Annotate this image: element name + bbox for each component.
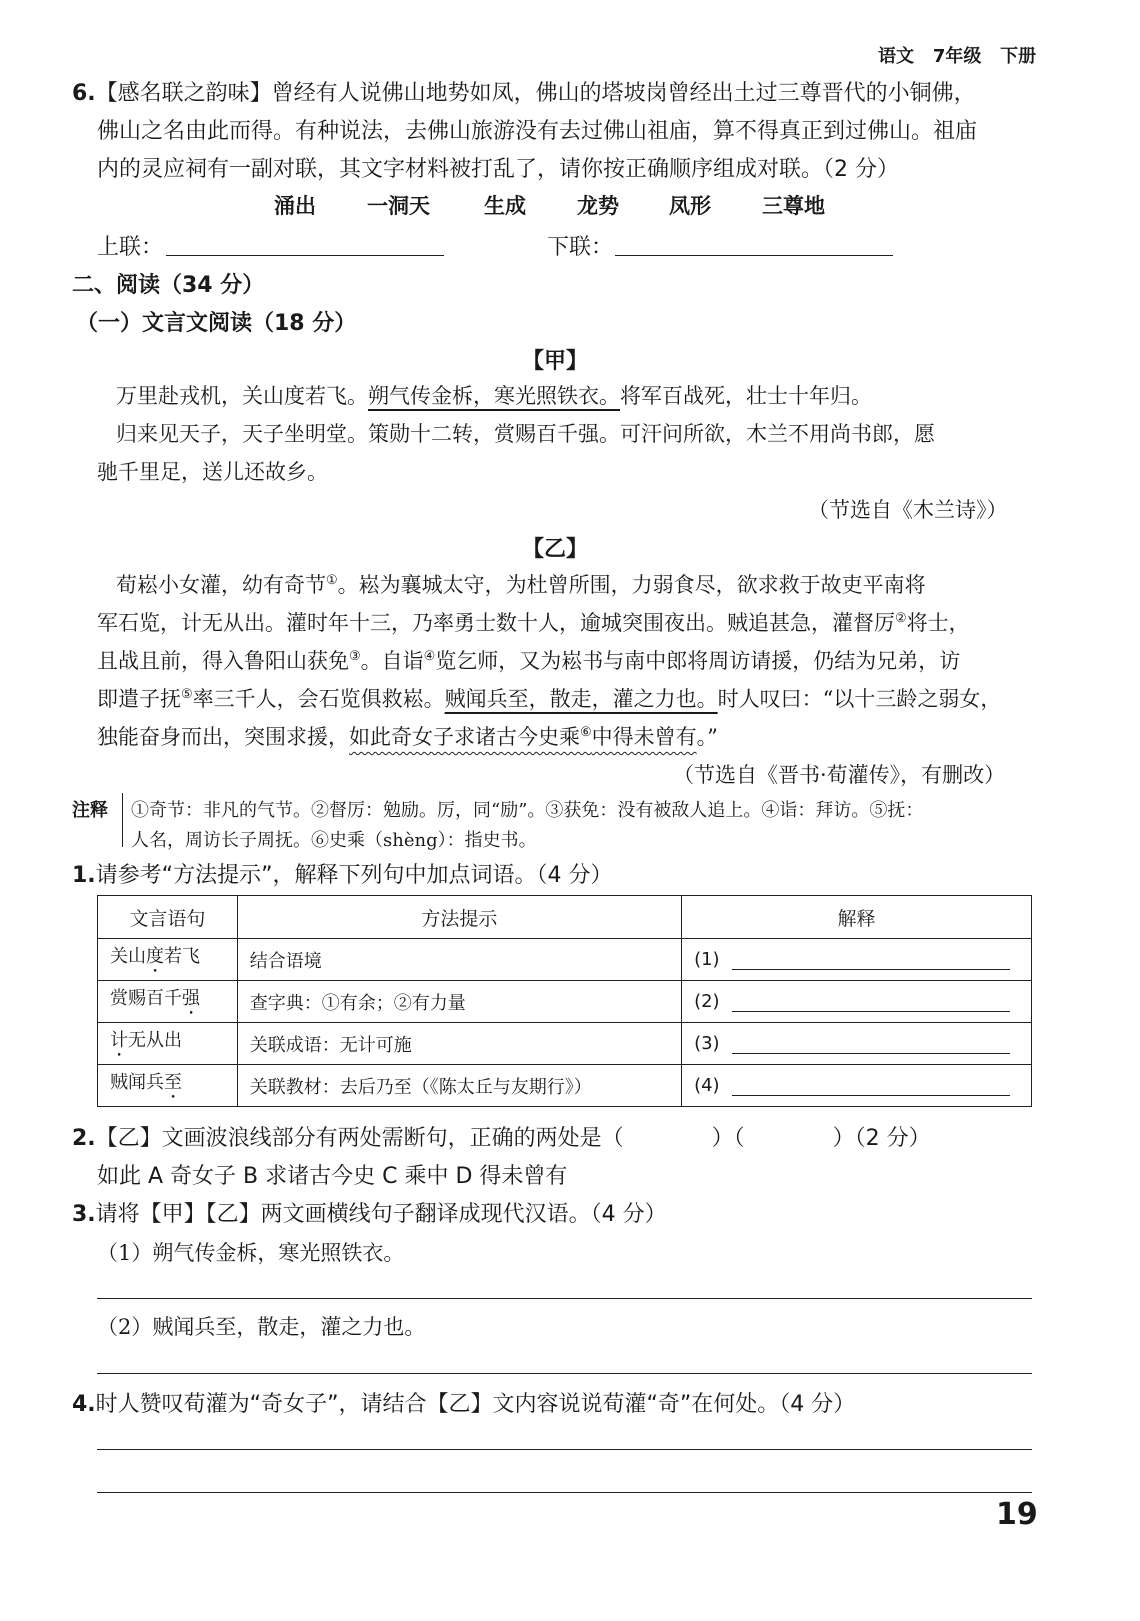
yi-wavy-segment: [349, 725, 697, 749]
yi-l3-b: 。自诣: [360, 649, 424, 673]
q3-answer-line-1[interactable]: [97, 1298, 1032, 1299]
q1-sentence-1: [98, 939, 238, 981]
q1-answer-cell-4: [682, 1065, 1032, 1107]
table-row: [98, 1065, 1032, 1107]
note-ref-2: ②: [895, 611, 907, 626]
table-row: [98, 981, 1032, 1023]
q1-sentence-3: [98, 1023, 238, 1065]
q6-line3: 内的灵应祠有一副对联，其文字材料被打乱了，请你按正确顺序组成对联。（2 分）: [97, 157, 899, 182]
q1-answer-line-4[interactable]: [732, 1075, 1010, 1096]
yi-title: 【乙】: [522, 537, 589, 562]
note-ref-1: ①: [326, 573, 338, 588]
yi-line1: [116, 569, 926, 599]
header-volume: 下册: [1000, 46, 1037, 67]
q1-s1-pre: 关山: [110, 946, 146, 967]
yi-l3-a: 且战且前，得入鲁阳山获免: [97, 649, 349, 673]
q1-index-4: (4): [694, 1075, 720, 1096]
q2-number: 2.: [72, 1126, 96, 1151]
q1-hint-3: 关联成语：无计可施: [237, 1023, 681, 1065]
q4-text: 时人赞叹荀灌为“奇女子”，请结合【乙】文内容说说荀灌“奇”在何处。（4 分）: [95, 1392, 856, 1417]
q1-answer-line-1[interactable]: [732, 949, 1010, 970]
table-row: [98, 1023, 1032, 1065]
q1-sentence-2: [98, 981, 238, 1023]
header-grade: 7年级: [932, 46, 982, 67]
q6-lower-label: 下联：: [547, 235, 614, 260]
q6-word-3: 生成: [484, 193, 526, 218]
yi-line5: [97, 721, 718, 751]
q2-text: 【乙】文画波浪线部分有两处需断句，正确的两处是（ ）（ ）（2 分）: [95, 1126, 931, 1151]
q1-table: [97, 895, 1032, 1107]
table-row: [98, 939, 1032, 981]
q6-line2: 佛山之名由此而得。有种说法，去佛山旅游没有去过佛山祖庙，算不得真正到过佛山。祖庙: [97, 119, 978, 144]
note-ref-4: ④: [423, 649, 436, 664]
q6-upper-label: 上联：: [97, 235, 164, 260]
section2-title: 二、阅读（34 分）: [72, 273, 265, 298]
yi-l1-b: 。崧为襄城太守，为杜曾所围，力弱食尽，欲求救于故吏平南将: [337, 573, 926, 597]
q1-line: [72, 858, 612, 889]
yi-line2: [97, 607, 970, 637]
yi-wavy-part2: 中得未曾有: [591, 725, 697, 749]
q4-answer-line-1[interactable]: [97, 1449, 1032, 1450]
note-ref-3: ③: [349, 649, 361, 664]
yi-l4-c: 时人叹曰：“以十三龄之弱女，: [717, 687, 1002, 711]
q1-hint-4: 关联教材：去后乃至（《陈太丘与友期行》）: [237, 1065, 681, 1107]
q1-header-sentence: 文言语句: [98, 896, 238, 939]
yi-l4-b: 率三千人，会石览俱救崧。: [192, 687, 445, 711]
yi-wavy-part1: 如此奇女子求诸古今史乘: [349, 725, 580, 749]
header: [878, 42, 1036, 68]
q1-hint-2: 查字典：①有余；②有力量: [237, 981, 681, 1023]
notes-divider: [122, 793, 123, 847]
note-ref-6: ⑥: [580, 725, 592, 740]
jia-source: （节选自《木兰诗》）: [808, 498, 1008, 522]
q2-line: [72, 1121, 931, 1152]
yi-l5-b: 。”: [696, 725, 718, 749]
q1-answer-cell-3: [682, 1023, 1032, 1065]
q1-index-3: (3): [694, 1033, 720, 1054]
q2-options: 如此 A 奇女子 B 求诸古今史 C 乘中 D 得未曾有: [97, 1164, 568, 1189]
q4-number: 4.: [72, 1392, 96, 1417]
note-ref-5: ⑤: [181, 687, 193, 702]
yi-l5-a: 独能奋身而出，突围求援，: [97, 725, 349, 749]
q1-answer-line-2[interactable]: [732, 991, 1010, 1012]
part1-title: （一）文言文阅读（18 分）: [76, 311, 357, 336]
jia-p1-a: 万里赴戎机，关山度若飞。: [116, 384, 368, 408]
yi-line4: [97, 683, 1001, 713]
q6-word-2: 一洞天: [367, 193, 430, 218]
yi-source: （节选自《晋书·荀灌传》，有删改）: [673, 763, 1006, 787]
q1-s1-post: 若飞: [164, 946, 200, 967]
q6-word-1: 涌出: [274, 193, 316, 218]
q3-sub1: （1）朔气传金柝，寒光照铁衣。: [97, 1241, 405, 1265]
q6-text-line1: 【感名联之韵味】曾经有人说佛山地势如凤，佛山的塔坡岗曾经出土过三尊晋代的小铜佛，: [95, 81, 976, 106]
q1-index-1: (1): [694, 949, 720, 970]
jia-paragraph-1: [116, 380, 872, 410]
yi-l2-a: 军石览，计无从出。灌时年十三，乃率勇士数十人，逾城突围夜出。贼追甚急，灌督厉: [97, 611, 895, 635]
q1-s3-post: 无从出: [128, 1030, 182, 1051]
q1-s4-pre: 贼闻兵: [110, 1072, 164, 1093]
jia-underlined-sentence: 朔气传金柝，寒光照铁衣。: [368, 384, 620, 408]
yi-l2-b: 将士，: [906, 611, 970, 635]
page-number: 19: [996, 1497, 1038, 1532]
q6-word-5: 凤形: [669, 193, 711, 218]
q6-lower-answer-line[interactable]: [615, 255, 893, 256]
notes-label: 注释: [72, 800, 108, 821]
q1-answer-cell-1: [682, 939, 1032, 981]
q3-number: 3.: [72, 1202, 96, 1227]
jia-title: 【甲】: [522, 349, 589, 374]
notes-line2: 人名，周访长子周抚。⑥史乘（shèng）：指史书。: [131, 830, 537, 851]
yi-line3: [97, 645, 960, 675]
header-subject: 语文: [878, 46, 914, 67]
notes-line1: ①奇节：非凡的气节。②督厉：勉励。厉，同“励”。③获免：没有被敌人追上。④诣：拜访。⑤抚：: [131, 800, 924, 821]
yi-underlined-sentence: 贼闻兵至，散走，灌之力也。: [444, 687, 718, 711]
q1-s3-dotted-word: 计: [110, 1030, 128, 1051]
q6-upper-answer-line[interactable]: [166, 255, 444, 256]
q1-header-explain: 解释: [682, 896, 1032, 939]
q4-answer-line-2[interactable]: [97, 1492, 1032, 1493]
yi-l1-a: 荀崧小女灌，幼有奇节: [116, 573, 326, 597]
q1-answer-line-3[interactable]: [732, 1033, 1010, 1054]
q3-line: [72, 1197, 667, 1228]
q1-s2-dotted-word: 强: [182, 988, 200, 1009]
q1-s4-dotted-word: 至: [164, 1072, 182, 1093]
q1-s2-pre: 赏赐百千: [110, 988, 182, 1009]
q3-text: 请将【甲】【乙】两文画横线句子翻译成现代汉语。（4 分）: [95, 1202, 667, 1227]
yi-l3-c: 览乞师，又为崧书与南中郎将周访请援，仍结为兄弟，访: [435, 649, 961, 673]
q3-answer-line-2[interactable]: [97, 1373, 1032, 1374]
q6-number: 6.: [72, 81, 96, 106]
q1-text: 请参考“方法提示”，解释下列句中加点词语。（4 分）: [95, 863, 613, 888]
jia-paragraph-2-line2: 驰千里足，送儿还故乡。: [97, 460, 328, 484]
q6-word-4: 龙势: [577, 193, 619, 218]
jia-paragraph-2-line1: 归来见天子，天子坐明堂。策勋十二转，赏赐百千强。可汗问所欲，木兰不用尚书郎，愿: [116, 422, 935, 446]
q4-line: [72, 1387, 855, 1418]
q1-s1-dotted-word: 度: [146, 946, 164, 967]
q1-hint-1: 结合语境: [237, 939, 681, 981]
q1-table-header: [98, 896, 1032, 939]
q1-answer-cell-2: [682, 981, 1032, 1023]
q3-sub2: （2）贼闻兵至，散走，灌之力也。: [97, 1315, 426, 1339]
q6-word-6: 三尊地: [762, 193, 825, 218]
q6-line1: [72, 76, 976, 107]
q1-index-2: (2): [694, 991, 720, 1012]
jia-p1-b: 将军百战死，壮士十年归。: [620, 384, 872, 408]
q1-header-hint: 方法提示: [237, 896, 681, 939]
yi-l4-a: 即遣子抚: [97, 687, 181, 711]
q1-sentence-4: [98, 1065, 238, 1107]
q1-number: 1.: [72, 863, 96, 888]
